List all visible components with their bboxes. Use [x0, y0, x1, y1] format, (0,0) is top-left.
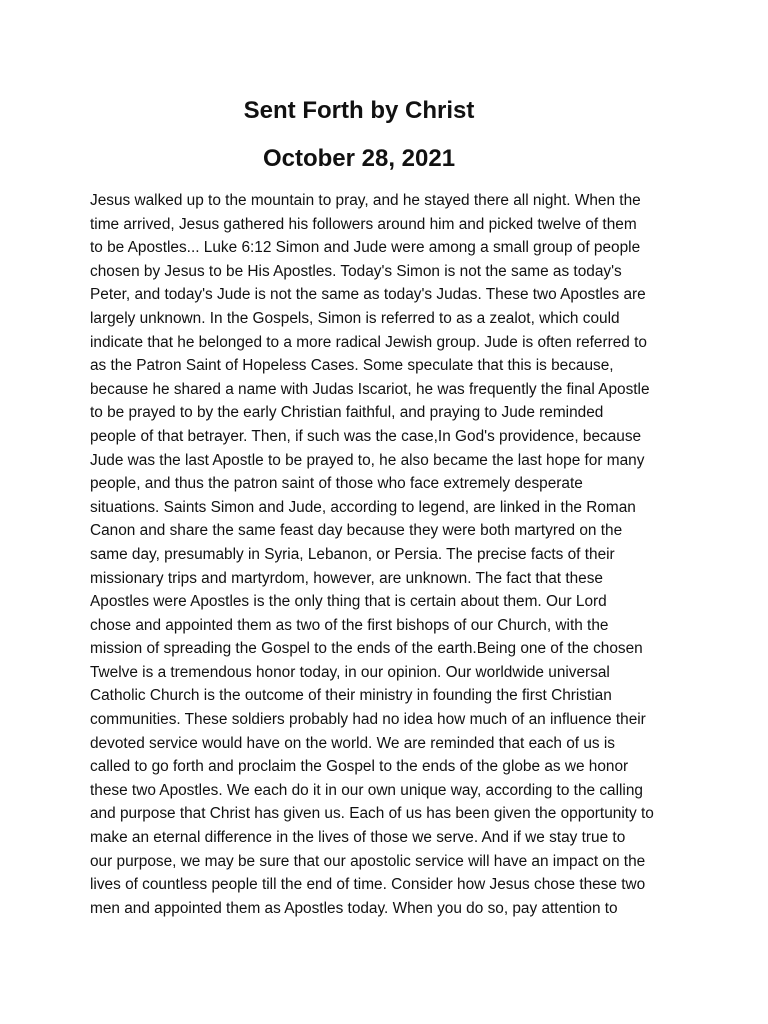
text-line: indicate that he belonged to a more radical Jewish group. Jude is often referred to — [90, 333, 647, 351]
document-title: Sent Forth by Christ — [243, 97, 475, 124]
text-line: chosen by Jesus to be His Apostles. Today's Simon is not the same as today's — [90, 262, 622, 280]
text-line: Catholic Church is the outcome of their ministry in founding the first Christian — [90, 687, 612, 705]
text-line: men and appointed them as Apostles today. When you do so, pay attention to — [90, 899, 618, 917]
text-line: mission of spreading the Gospel to the ends of the earth.Being one of the chosen — [90, 640, 643, 658]
text-line: our purpose, we may be sure that our apostolic service will have an impact on the — [90, 852, 646, 870]
text-line: lives of countless people till the end of time. Consider how Jesus chose these two — [90, 876, 646, 894]
body-text — [90, 189, 690, 920]
text-line: to be prayed to by the early Christian faithful, and praying to Jude reminded — [90, 404, 604, 422]
text-line: largely unknown. In the Gospels, Simon is referred to as a zealot, which could — [90, 309, 620, 327]
text-line: Twelve is a tremendous honor today, in our opinion. Our worldwide universal — [90, 663, 610, 681]
text-line: time arrived, Jesus gathered his followers around him and picked twelve of them — [90, 215, 637, 233]
text-line: to be Apostles... Luke 6:12 Simon and Jude were among a small group of people — [90, 239, 641, 257]
text-line: as the Patron Saint of Hopeless Cases. Some speculate that this is because, — [90, 357, 614, 375]
text-line: make an eternal difference in the lives of those we serve. And if we stay true to — [90, 829, 626, 847]
text-line: devoted service would have on the world. We are reminded that each of us is — [90, 734, 616, 752]
text-line: Apostles were Apostles is the only thing that is certain about them. Our Lord — [90, 593, 607, 611]
text-line: Jude was the last Apostle to be prayed to, he also became the last hope for many — [90, 451, 645, 469]
text-line: Canon and share the same feast day because they were both martyred on the — [90, 522, 623, 540]
text-line: and purpose that Christ has given us. Each of us has been given the opportunity to — [90, 805, 654, 823]
text-line: missionary trips and martyrdom, however, are unknown. The fact that these — [90, 569, 603, 587]
text-line: chose and appointed them as two of the first bishops of our Church, with the — [90, 616, 609, 634]
text-line: these two Apostles. We each do it in our own unique way, according to the calling — [90, 781, 643, 799]
text-line: people of that betrayer. Then, if such was the case,In God's providence, because — [90, 427, 642, 445]
text-line: same day, presumably in Syria, Lebanon, or Persia. The precise facts of their — [90, 545, 615, 563]
text-line: people, and thus the patron saint of those who face extremely desperate — [90, 475, 583, 493]
text-line: communities. These soldiers probably had no idea how much of an influence their — [90, 711, 646, 729]
text-line: situations. Saints Simon and Jude, according to legend, are linked in the Roman — [90, 498, 636, 516]
text-line: because he shared a name with Judas Iscariot, he was frequently the final Apostle — [90, 380, 650, 398]
text-line: Jesus walked up to the mountain to pray, and he stayed there all night. When the — [90, 192, 641, 209]
text-line: called to go forth and proclaim the Gospel to the ends of the globe as we honor — [90, 758, 629, 776]
document-date: October 28, 2021 — [262, 145, 456, 172]
text-line: Peter, and today's Jude is not the same as today's Judas. These two Apostles are — [90, 286, 646, 304]
